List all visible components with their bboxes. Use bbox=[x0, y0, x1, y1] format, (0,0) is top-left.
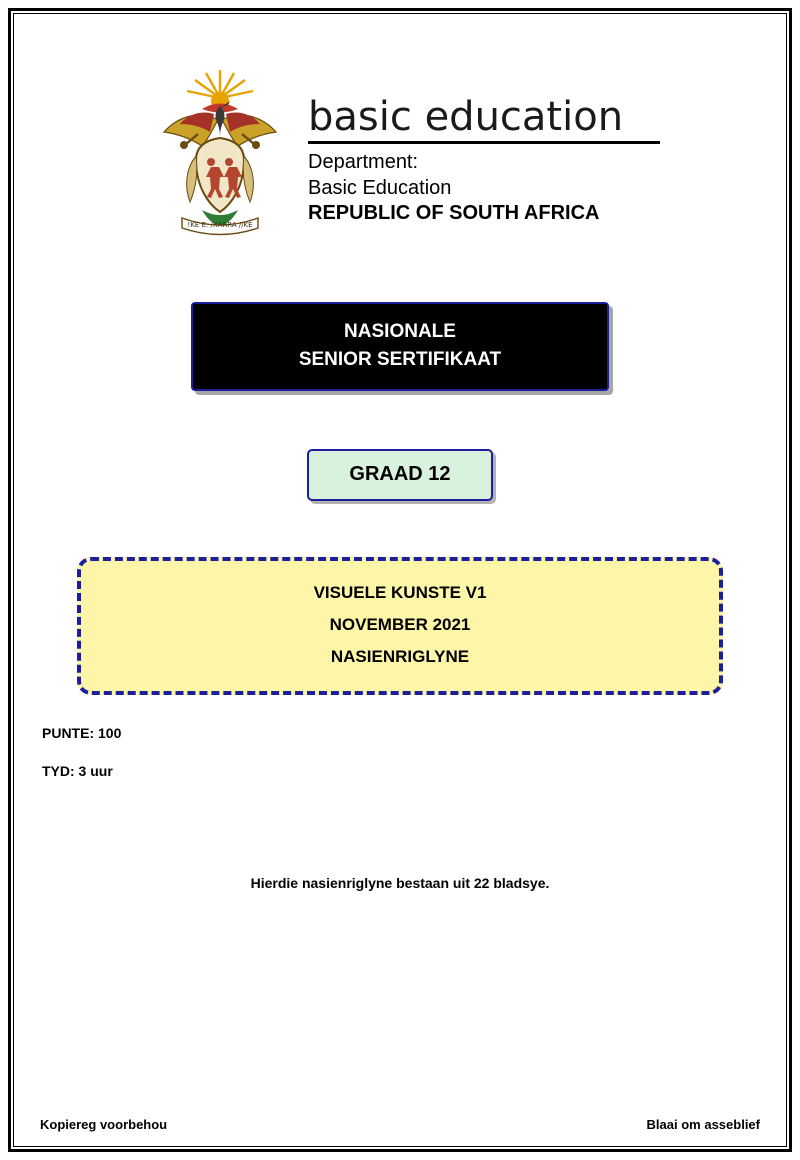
certificate-banner bbox=[191, 302, 609, 391]
document-header bbox=[14, 14, 786, 240]
brand-underline bbox=[308, 141, 660, 144]
grade-box: GRAAD 12 bbox=[307, 449, 493, 501]
certificate-banner-line2: SENIOR SERTIFIKAAT bbox=[298, 348, 502, 370]
certificate-banner-line1: NASIONALE bbox=[344, 321, 456, 342]
subject-box-wrap bbox=[14, 557, 786, 695]
time-label: TYD: 3 uur bbox=[42, 763, 113, 780]
subject-date: NOVEMBER 2021 bbox=[329, 615, 471, 635]
page-content bbox=[14, 14, 786, 1146]
subject-box bbox=[77, 557, 723, 695]
subject-doc-type: NASIENRIGLYNE bbox=[330, 647, 470, 667]
exam-meta bbox=[14, 725, 786, 779]
subject-title: VISUELE KUNSTE V1 bbox=[313, 583, 487, 603]
south-african-coat-of-arms-icon bbox=[140, 60, 300, 240]
marks-label: PUNTE: 100 bbox=[42, 725, 122, 742]
page-count-note: Hierdie nasienriglyne bestaan uit 22 bladsye. bbox=[250, 875, 550, 892]
footer-turn-over: Blaai om asseblief bbox=[646, 1117, 760, 1132]
department-label: Department: bbox=[308, 151, 419, 173]
svg-text:!KE E: /XARRA //KE: !KE E: /XARRA //KE bbox=[187, 221, 253, 229]
footer-copyright: Kopiereg voorbehou bbox=[40, 1117, 168, 1132]
department-name: Basic Education bbox=[308, 176, 452, 199]
grade-box-wrap bbox=[14, 449, 786, 501]
certificate-banner-wrap bbox=[14, 302, 786, 391]
country-name: REPUBLIC OF SOUTH AFRICA bbox=[308, 202, 600, 225]
brand-title: basic education bbox=[308, 94, 624, 140]
page-footer bbox=[40, 1117, 760, 1132]
department-wordmark bbox=[308, 60, 660, 227]
